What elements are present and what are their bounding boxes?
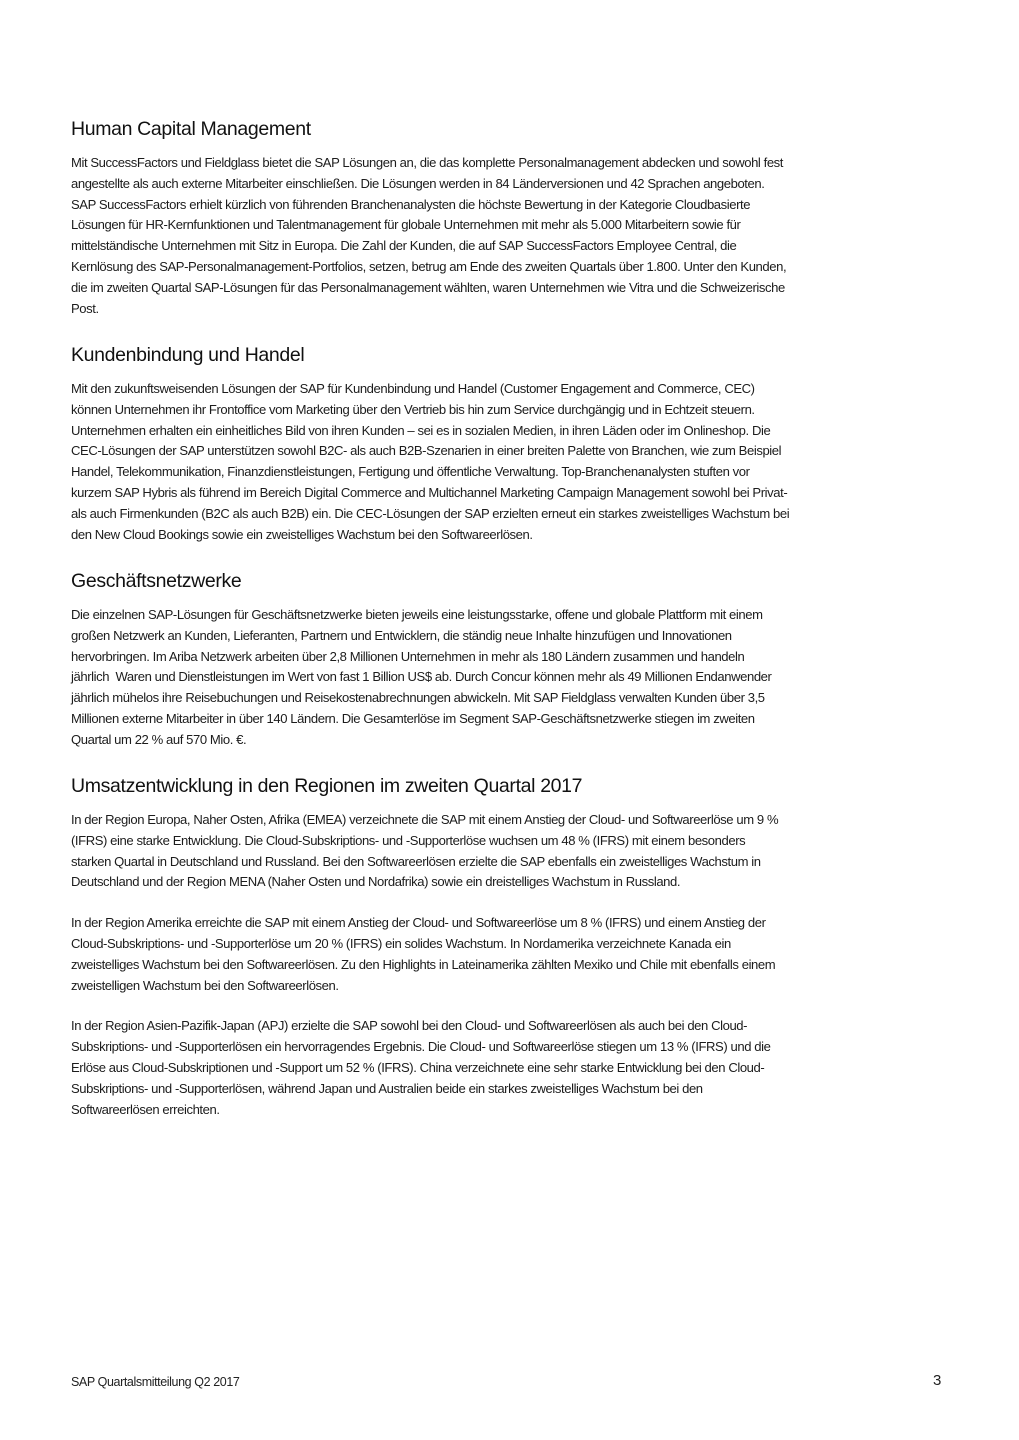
section-heading: Geschäftsnetzwerke xyxy=(71,570,242,592)
footer-page-number: 3 xyxy=(933,1372,942,1389)
text-line: Millionen externe Mitarbeiter in über 140 Ländern. Die Gesamterlöse im Segment SAP-Geschäftsnetzwerke stiegen im zweiten xyxy=(71,710,755,726)
text-line: Quartal um 22 % auf 570 Mio. €. xyxy=(71,731,247,747)
text-line: können Unternehmen ihr Frontoffice vom Marketing über den Vertrieb bis hin zum Service durchgängig und in Echtzeit steuern. xyxy=(71,401,755,417)
text-line: Die einzelnen SAP-Lösungen für Geschäftsnetzwerke bieten jeweils eine leistungsstarke, offene und globale Plattform mit einem xyxy=(71,607,763,622)
text-line: CEC-Lösungen der SAP unterstützen sowohl B2C- als auch B2B-Szenarien in einer breiten Palette von Branchen, wie zum Beispiel xyxy=(71,443,782,459)
text-line: In der Region Asien-Pazifik-Japan (APJ) erzielte die SAP sowohl bei den Cloud- und Softwareerlösen als auch bei den Cloud- xyxy=(71,1018,748,1034)
section-human-capital-management xyxy=(71,117,951,319)
text-line: großen Netzwerk an Kunden, Lieferanten, Partnern und Entwicklern, die ständig neue Inhalte hinzufügen und Innovationen xyxy=(71,627,732,643)
section-paragraph xyxy=(71,379,951,545)
text-line: Cloud-Subskriptions- und -Supporterlöse um 20 % (IFRS) ein solides Wachstum. In Nordamerika verzeichnete Kanada ein xyxy=(71,935,731,951)
text-line: Erlöse aus Cloud-Subskriptionen und -Support um 52 % (IFRS). China verzeichnete eine sehr starke Entwicklung bei den Cloud- xyxy=(71,1059,765,1075)
footer-document-title: SAP Quartalsmitteilung Q2 2017 xyxy=(71,1375,240,1389)
text-line: jährlich mühelos ihre Reisebuchungen und Reisekostenabrechnungen abwickeln. Mit SAP Fieldglass verwalten Kunden über 3,5 xyxy=(71,690,765,706)
text-line: zweistelligen Wachstum bei den Softwareerlösen. xyxy=(71,977,339,993)
section-geschaeftsnetzwerke xyxy=(71,569,951,751)
text-line: Post. xyxy=(71,300,99,316)
text-line: kurzem SAP Hybris als führend im Bereich Digital Commerce and Multichannel Marketing Campaign Management sowohl bei Privat- xyxy=(71,484,788,500)
text-line: starken Quartal in Deutschland und Russland. Bei den Softwareerlösen erzielte die SAP ebenfalls ein zweistelliges Wachstum in xyxy=(71,853,761,869)
section-paragraph-emea xyxy=(71,810,951,893)
text-line: (IFRS) eine starke Entwicklung. Die Cloud-Subskriptions- und -Supporterlöse wuchsen um 48 % (IFRS) mit einem besonders xyxy=(71,832,746,848)
text-line: Unternehmen erhalten ein einheitliches Bild von ihren Kunden – sei es in sozialen Medien, in ihren Läden oder im Onlineshop. Die xyxy=(71,422,771,438)
section-heading: Umsatzentwicklung in den Regionen im zweiten Quartal 2017 xyxy=(71,775,583,797)
text-line: In der Region Europa, Naher Osten, Afrika (EMEA) verzeichnete die SAP mit einem Anstieg der Cloud- und Softwareerlöse um 9 % xyxy=(71,812,779,827)
text-line: Mit den zukunftsweisenden Lösungen der SAP für Kundenbindung und Handel (Customer Engagement and Commerce, CEC) xyxy=(71,381,755,396)
section-heading: Kundenbindung und Handel xyxy=(71,344,305,366)
text-line: mittelständische Unternehmen mit Sitz in Europa. Die Zahl der Kunden, die auf SAP SuccessFactors Employee Central, die xyxy=(71,238,737,254)
section-paragraph xyxy=(71,605,951,751)
section-kundenbindung-und-handel xyxy=(71,343,951,545)
section-paragraph-apj xyxy=(71,1016,951,1120)
text-line: zweistelliges Wachstum bei den Softwareerlösen. Zu den Highlights in Lateinamerika zählten Mexiko und Chile mit ebenfalls einem xyxy=(71,956,776,972)
text-line: Softwareerlösen erreichten. xyxy=(71,1101,220,1117)
text-line: angestellte als auch externe Mitarbeiter einschließen. Die Lösungen werden in 84 Länderversionen und 42 Sprachen angeboten. xyxy=(71,175,765,191)
text-line: Lösungen für HR-Kernfunktionen und Talentmanagement für globale Unternehmen mit mehr als 5.000 Mitarbeitern sowie für xyxy=(71,217,741,233)
text-line: In der Region Amerika erreichte die SAP mit einem Anstieg der Cloud- und Softwareerlöse um 8 % (IFRS) und einem Anstieg der xyxy=(71,915,766,931)
text-line: Handel, Telekommunikation, Finanzdienstleistungen, Fertigung und öffentliche Verwaltung. Top-Branchenanalysten stuften vor xyxy=(71,464,750,480)
section-heading: Human Capital Management xyxy=(71,118,311,140)
text-line: SAP SuccessFactors erhielt kürzlich von führenden Branchenanalysten die höchste Bewertung in der Kategorie Cloudbasierte xyxy=(71,196,751,212)
text-line: die im zweiten Quartal SAP-Lösungen für das Personalmanagement wählten, waren Unternehmen wie Vitra und die Schweizerische xyxy=(71,279,785,295)
text-line: den New Cloud Bookings sowie ein zweistelliges Wachstum bei den Softwareerlösen. xyxy=(71,526,533,542)
section-paragraph xyxy=(71,153,951,319)
text-line: als auch Firmenkunden (B2C als auch B2B) ein. Die CEC-Lösungen der SAP erzielten erneut ein starkes zweistelliges Wachstum bei xyxy=(71,505,790,521)
section-paragraph-amerika xyxy=(71,913,951,996)
text-line: Subskriptions- und -Supporterlösen ein hervorragendes Ergebnis. Die Cloud- und Softwareerlöse stiegen um 13 % (IFRS) und die xyxy=(71,1039,771,1055)
text-line: Kernlösung des SAP-Personalmanagement-Portfolios, setzen, betrug am Ende des zweiten Quartals über 1.800. Unter den Kunden, xyxy=(71,258,787,274)
section-umsatzentwicklung-regionen xyxy=(71,774,951,1120)
text-line: hervorbringen. Im Ariba Netzwerk arbeiten über 2,8 Millionen Unternehmen in mehr als 180 Ländern zusammen und handeln xyxy=(71,648,745,664)
text-line: jährlich Waren und Dienstleistungen im Wert von fast 1 Billion US$ ab. Durch Concur können mehr als 49 Millionen Endanwender xyxy=(71,669,772,685)
text-line: Subskriptions- und -Supporterlösen, während Japan und Australien beide ein starkes zweistelliges Wachstum bei den xyxy=(71,1080,703,1096)
text-line: Deutschland und der Region MENA (Naher Osten und Nordafrika) sowie ein dreistelliges Wachstum in Russland. xyxy=(71,874,681,890)
text-line: Mit SuccessFactors und Fieldglass bietet die SAP Lösungen an, die das komplette Personalmanagement abdecken und sowohl fest xyxy=(71,155,784,170)
